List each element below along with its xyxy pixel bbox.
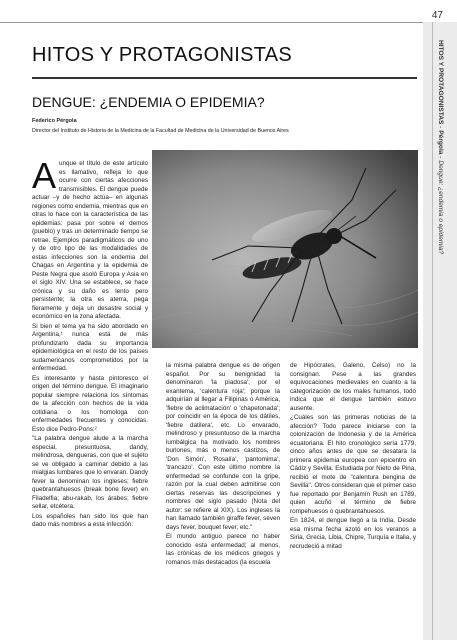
paragraph-9: ¿Cuáles son las primeras noticias de la afección? Todo parece iniciarse con la colonización de Indonesia y de la América ecuatoriana. El hito cronológico sería 1779, cinco años antes de que se desatara la primera epidemia europea con epicentro en Cádiz y Sevilla. Estudiada por Nieto de Pina, recibió el mote de "calentura bengina de Sevilla". Otros consideran que el primer caso fue reportado por Benjamín Rush en 1789, quien acuñó el término de fiebre rompehuesos o quebrantahuesos. [290,414,416,515]
paragraph-5: Los españoles han sido los que han dado más nombres a esta infección: [32,512,148,528]
paragraph-7: El mundo antiguo parece no haber conocido esta enfermedad; al menos, las crónicas de los médicos griegos y romanos más destacados (la escuela [166,533,280,566]
mosquito-photo [152,150,418,348]
side-section-label: HITOS Y PROTAGONISTAS [437,40,444,125]
header-rule [0,22,457,23]
paragraph-8: de Hipócrates, Galeno, Celso) no la consignan. Pese a las grandes equivocaciones medievales en cuanto a la categorización de los males humanos, todo indica que el dengue también estuvo ausente. [290,362,416,412]
paragraph-1 [32,155,148,322]
section-title-rule [32,77,417,79]
paragraph-6: la misma palabra dengue es de origen español. Por su benignidad la denominaron 'la piadosa'; por el exantema, 'calentura roja'; porque la adquirían al llegar a Filipinas o América, 'fiebre de aclimatación' o 'chapetonada'; por coincidir en la época de los dátiles, 'fiebre datilera', etc. Lo envarado, melindroso y presuntuoso de la marcha lumbálgica ha motivado los nombres burlones, más o menos castizos, de 'Don Simón', 'Rosalía', 'pantomima', 'trancazo'. Con este último nombre la enfermedad se confunde con la gripe, razón por la cual deben admitirse con ciertas reservas las descripciones y nombres del siglo pasado (Nota del autor: se refiere al XIX). Los ingleses la han llamado también giraffe fever, seven days fever, bouquet fever, etc." [166,362,280,531]
article-column-2 [166,362,280,616]
side-tab-rule [432,22,433,640]
side-author: Pérgola [437,130,444,155]
drop-cap: A [32,155,57,196]
side-article-title: Dengue: ¿endemia o epidemia? [437,160,444,255]
author-name: Federico Pérgola [32,118,77,124]
article-title: DENGUE: ¿ENDEMIA O EPIDEMIA? [32,94,265,110]
paragraph-1-text: unque el título de este artículo es llamativo, refleja lo que ocurre con ciertas afecciones transmisibles. El dengue puede actuar –y de hecho actúa– en algunas regiones como endemia, mientras que en otras lo hace con la característica de las epidemias: pasa por sobre el demos (pueblo) y tras un determinado tiempo se retrae. Ejemplos paradigmáticos de uno y de otro tipo de las modalidades de estas infecciones son la endemia del Chagas en Argentina y la epidemia de Peste Negra que asoló Europa y Asia en el siglo XIV. Una se establece, se hace crónica y su daño es lento pero persistente; la otra es aterra, pega fieramente y deja un desastre social y económico en la zona afectada. [32,160,148,320]
article-column-1 [32,155,148,615]
page-number: 47 [431,10,443,21]
side-separator: - [437,124,444,131]
author-affiliation: Director del Instituto de Historia de la Medicina de la Facultad de Medicina de la Universidad de Buenos Aires [32,128,289,134]
section-title: HITOS Y PROTAGONISTAS [32,44,293,66]
paragraph-3: Es interesante y hasta pintoresco el origen del término dengue. El imaginario popular siempre relaciona los síntomas de la afección con hechos de la vida cotidiana o los homologa con enfermedades frecuentes y conocidas. Esto dice Pedro-Pons:² [32,374,148,433]
article-column-3 [290,362,416,616]
paragraph-4: "La palabra dengue alude a la marcha especial, presuntuosa, dandy, melindrosa, dengueras, con que el sujeto se ve obligado a caminar debido a las mialgias lumbares que lo envaran. Dandy fever la denominan los ingleses; fiebre quebrantahuesos (break bone fever) en Filadelfia; abu-rakab, los árabes; fiebre sellar, etcétera. [32,435,148,510]
paragraph-10: En 1824, el dengue llegó a la India. Desde esa misma fecha azotó en los veranos a Siria, Grecia, Libia, Chipre, Turquía e Italia, y recrudeció a mitad [290,517,416,550]
paragraph-2: Si bien el tema ya ha sido abordado en Argentina,¹ nunca está de más profundizarlo dada su importancia epidemiológica en el resto de los países sudamericanos comprometidos por la enfermedad. [32,322,148,372]
side-separator-2: - [437,154,444,161]
side-running-header [437,40,444,254]
